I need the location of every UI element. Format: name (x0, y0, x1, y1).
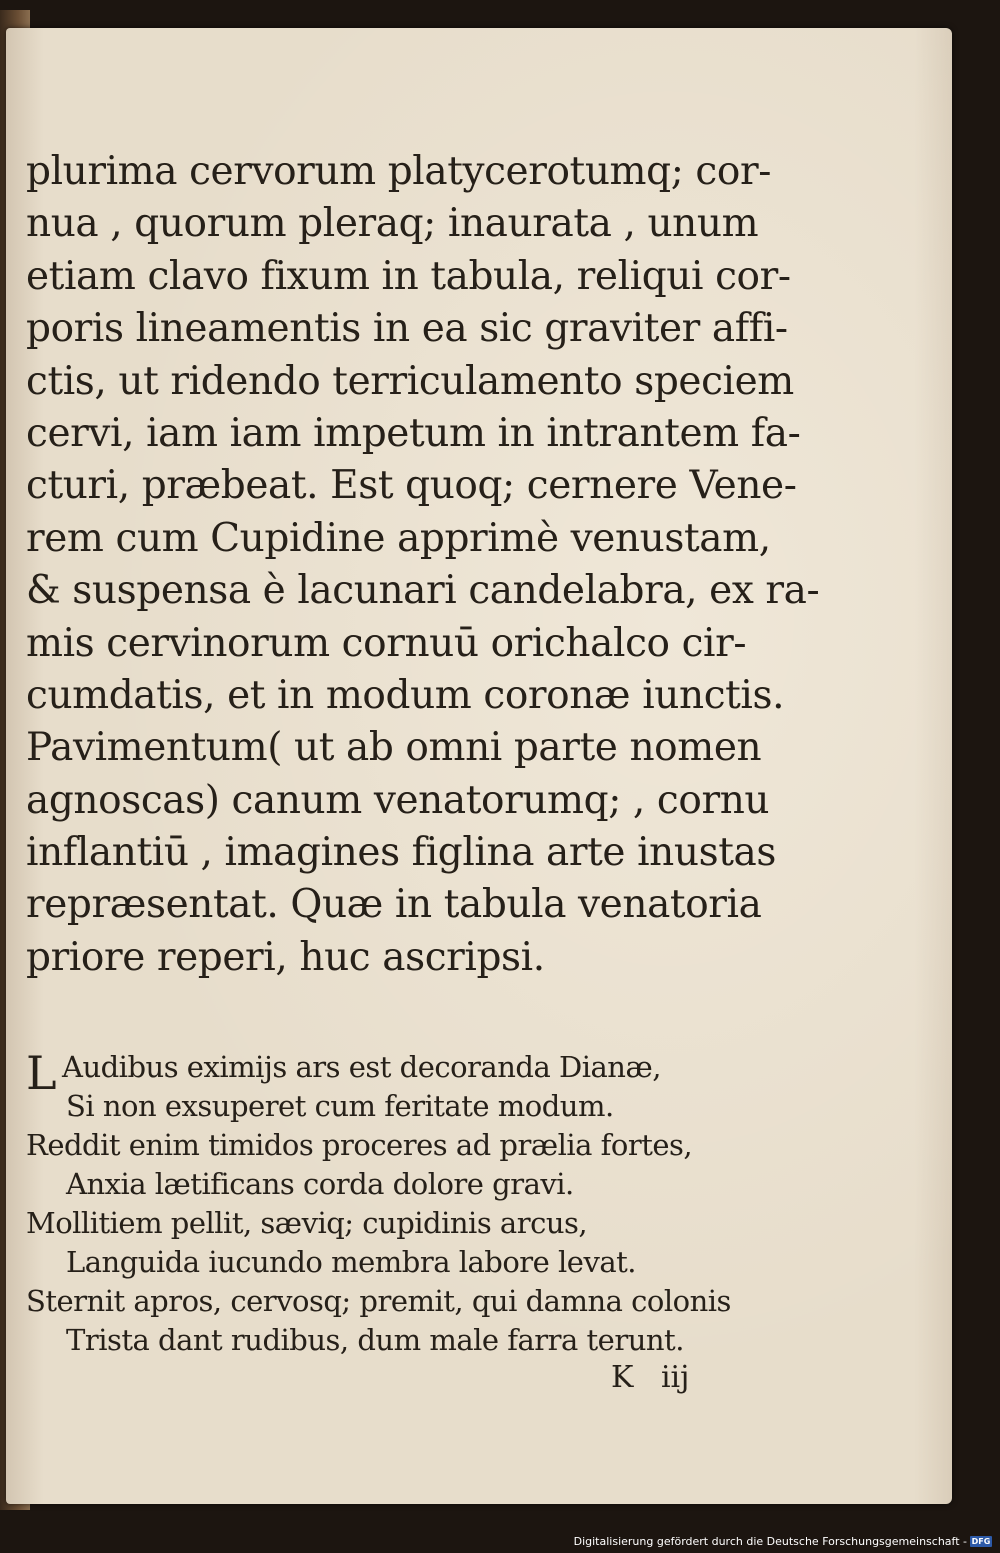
prose-line: rem cum Cupidine apprimè venustam, (26, 515, 771, 561)
prose-line: nua , quorum pleraq; inaurata , unum (26, 201, 759, 247)
prose-line: & suspensa è lacunari candelabra, ex ra- (26, 568, 820, 614)
prose-line: plurima cervorum platycerotumq; cor- (26, 149, 771, 194)
prose-line: priore reperi, huc ascripsi. (26, 934, 545, 980)
poem-line: Reddit enim timidos proceres ad prælia fortes, (26, 1128, 693, 1162)
poem-block (26, 1048, 796, 1360)
prose-line: agnoscas) canum venatorumq; , cornu (26, 777, 770, 823)
poem-line: Anxia lætificans corda dolore gravi. (66, 1167, 574, 1201)
signature-mark: K iij (611, 1360, 690, 1395)
dfg-logo-icon: DFG (971, 1537, 991, 1546)
poem-line: Si non exsuperet cum feritate modum. (66, 1089, 614, 1123)
prose-line: ctis, ut ridendo terriculamento speciem (26, 358, 794, 404)
prose-line: repræsentat. Quæ in tabula venatoria (26, 882, 762, 928)
poem-line: Mollitiem pellit, sæviq; cupidinis arcus, (26, 1206, 588, 1240)
poem-line: Languida iucundo membra labore levat. (66, 1245, 637, 1279)
poem-line: Audibus eximijs ars est decoranda Dianæ, (62, 1050, 661, 1084)
poem-line: Sternit apros, cervosq; premit, qui damna colonis (26, 1284, 731, 1318)
poem-line: Trista dant rudibus, dum male farra terunt. (66, 1323, 684, 1357)
drop-cap: L (26, 1046, 57, 1100)
prose-line: etiam clavo fixum in tabula, reliqui cor- (26, 253, 791, 299)
poem-first-line (26, 1046, 796, 1100)
prose-line: Pavimentum( ut ab omni parte nomen (26, 725, 762, 771)
prose-line: cturi, præbeat. Est quoq; cernere Vene- (26, 463, 797, 509)
prose-line: poris lineamentis in ea sic graviter affi- (26, 306, 788, 352)
book-page (6, 28, 952, 1504)
prose-line: mis cervinorum cornuū orichalco cir- (26, 620, 747, 666)
footer-text: Digitalisierung gefördert durch die Deutsche Forschungsgemeinschaft - (573, 1535, 967, 1548)
prose-line: inflantiū , imagines figlina arte inustas (26, 830, 776, 876)
prose-block (26, 146, 820, 984)
prose-line: cervi, iam iam impetum in intrantem fa- (26, 410, 801, 456)
prose-line: cumdatis, et in modum coronæ iunctis. (26, 672, 785, 718)
funding-footer (574, 1535, 992, 1548)
